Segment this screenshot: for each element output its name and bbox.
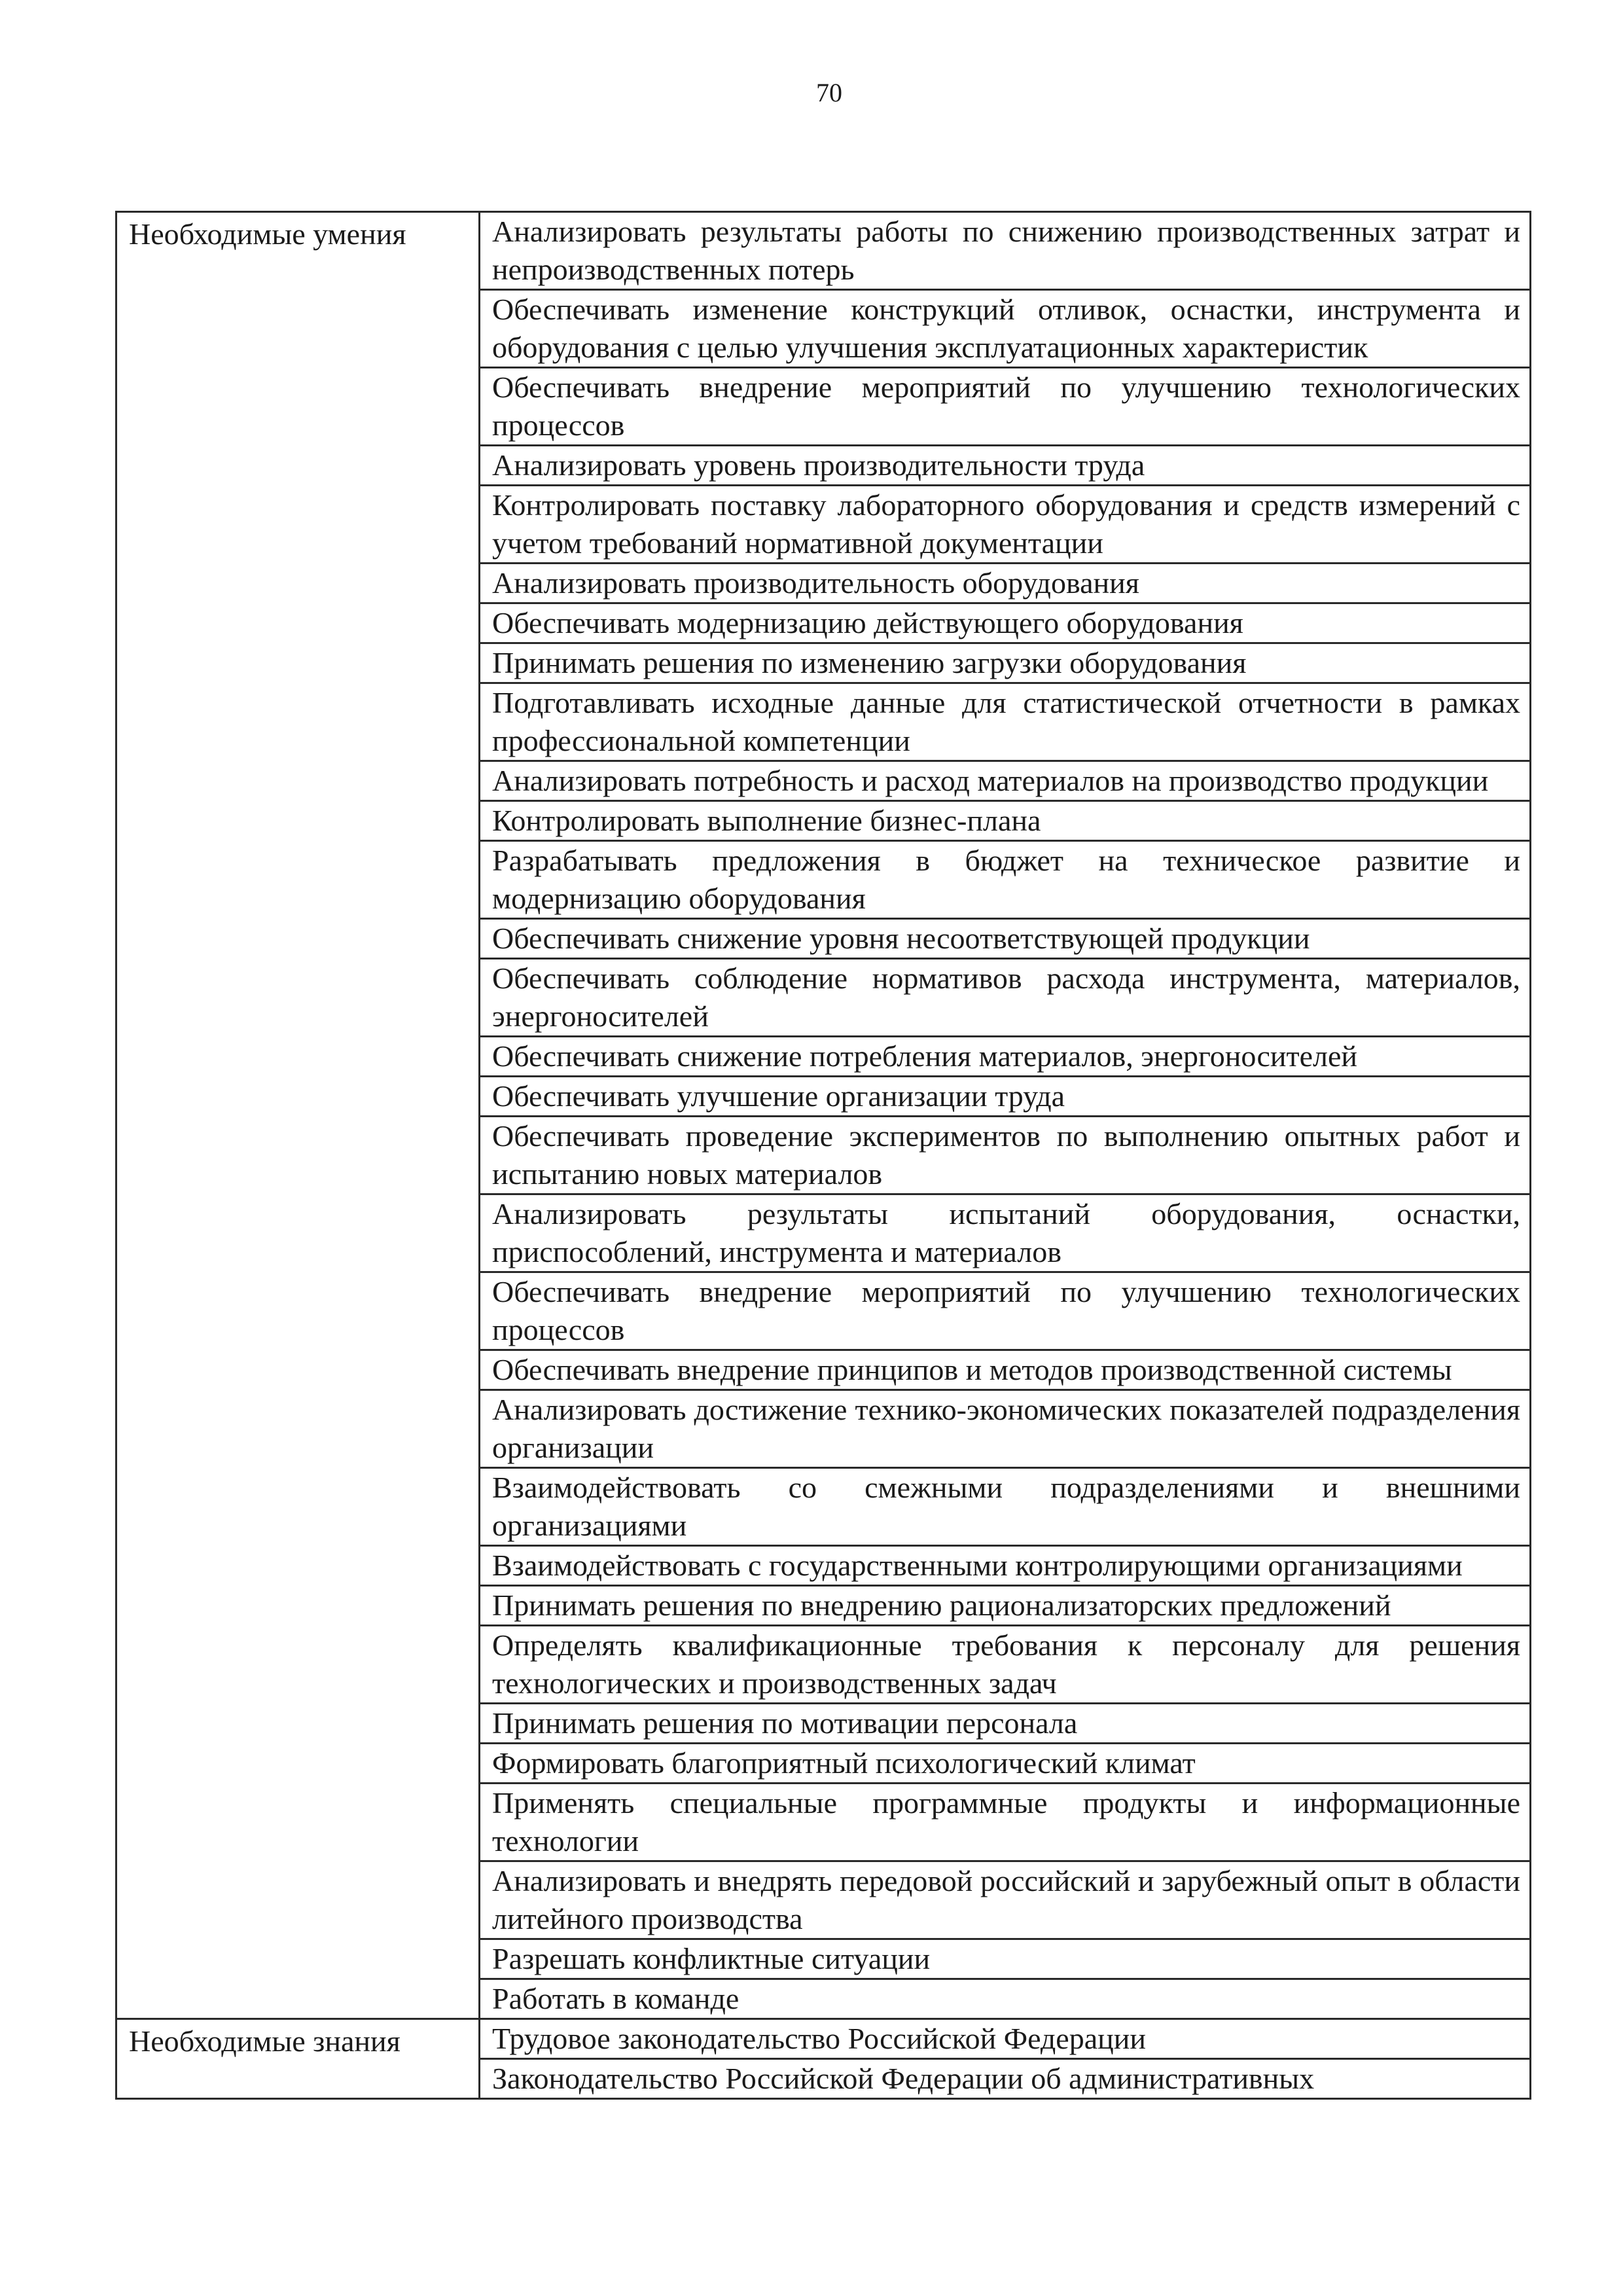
requirement-item: Законодательство Российской Федерации об административных — [480, 2059, 1531, 2099]
requirement-item: Контролировать поставку лабораторного оборудования и средств измерений с учетом требований нормативной документации — [480, 486, 1531, 564]
requirement-item: Анализировать и внедрять передовой российский и зарубежный опыт в области литейного производства — [480, 1861, 1531, 1939]
requirement-item: Анализировать достижение технико-экономических показателей подразделения организации — [480, 1390, 1531, 1468]
table-row — [116, 2019, 1531, 2059]
requirement-item: Анализировать результаты работы по снижению производственных затрат и непроизводственных потерь — [480, 212, 1531, 290]
requirement-item: Анализировать результаты испытаний оборудования, оснастки, приспособлений, инструмента и материалов — [480, 1194, 1531, 1272]
requirement-item: Обеспечивать проведение экспериментов по выполнению опытных работ и испытанию новых материалов — [480, 1117, 1531, 1194]
section-label: Необходимые знания — [116, 2019, 480, 2099]
requirement-item: Обеспечивать изменение конструкций отливок, оснастки, инструмента и оборудования с целью улучшения эксплуатационных характеристик — [480, 290, 1531, 368]
requirement-item: Обеспечивать модернизацию действующего оборудования — [480, 603, 1531, 643]
table-body — [116, 212, 1531, 2099]
requirement-item: Подготавливать исходные данные для статистической отчетности в рамках профессиональной компетенции — [480, 683, 1531, 761]
requirement-item: Анализировать уровень производительности труда — [480, 446, 1531, 486]
requirement-item: Применять специальные программные продукты и информационные технологии — [480, 1784, 1531, 1861]
requirement-item: Обеспечивать внедрение принципов и методов производственной системы — [480, 1350, 1531, 1390]
requirement-item: Взаимодействовать со смежными подразделениями и внешними организациями — [480, 1468, 1531, 1546]
requirement-item: Принимать решения по мотивации персонала — [480, 1704, 1531, 1744]
requirement-item: Формировать благоприятный психологический климат — [480, 1744, 1531, 1784]
requirement-item: Разрабатывать предложения в бюджет на техническое развитие и модернизацию оборудования — [480, 841, 1531, 919]
page-number: 70 — [816, 78, 842, 107]
requirement-item: Определять квалификационные требования к персоналу для решения технологических и производственных задач — [480, 1626, 1531, 1704]
requirement-item: Трудовое законодательство Российской Федерации — [480, 2019, 1531, 2059]
requirement-item: Обеспечивать внедрение мероприятий по улучшению технологических процессов — [480, 1272, 1531, 1350]
qualification-table — [115, 211, 1531, 2100]
table-row — [116, 212, 1531, 290]
requirement-item: Анализировать потребность и расход материалов на производство продукции — [480, 761, 1531, 801]
requirement-item: Обеспечивать снижение потребления материалов, энергоносителей — [480, 1037, 1531, 1077]
requirement-item: Взаимодействовать с государственными контролирующими организациями — [480, 1546, 1531, 1586]
requirement-item: Обеспечивать внедрение мероприятий по улучшению технологических процессов — [480, 368, 1531, 446]
requirement-item: Работать в команде — [480, 1979, 1531, 2019]
section-label: Необходимые умения — [116, 212, 480, 2019]
requirement-item: Принимать решения по внедрению рационализаторских предложений — [480, 1586, 1531, 1626]
requirement-item: Разрешать конфликтные ситуации — [480, 1939, 1531, 1979]
requirement-item: Контролировать выполнение бизнес-плана — [480, 801, 1531, 841]
requirement-item: Обеспечивать улучшение организации труда — [480, 1077, 1531, 1117]
requirement-item: Обеспечивать соблюдение нормативов расхода инструмента, материалов, энергоносителей — [480, 959, 1531, 1037]
requirement-item: Обеспечивать снижение уровня несоответствующей продукции — [480, 919, 1531, 959]
requirement-item: Принимать решения по изменению загрузки оборудования — [480, 643, 1531, 683]
requirement-item: Анализировать производительность оборудования — [480, 564, 1531, 603]
